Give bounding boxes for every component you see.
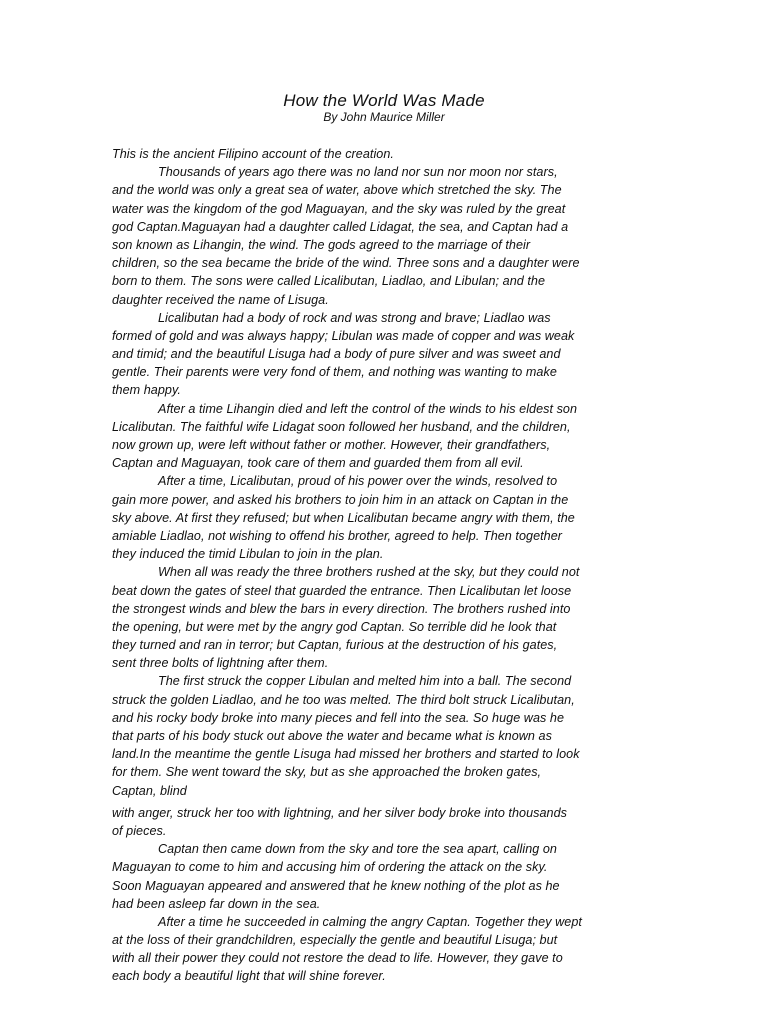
document-title: How the World Was Made <box>283 91 485 110</box>
text-line: for them. She went toward the sky, but as she approached the broken gates, <box>112 765 542 780</box>
text-line: beat down the gates of steel that guarded the entrance. Then Licalibutan let loose <box>112 583 572 598</box>
text-line: now grown up, were left without father or mother. However, their grandfathers, <box>112 438 551 452</box>
text-line: each body a beautiful light that will shine forever. <box>112 969 386 984</box>
text-line: and the world was only a great sea of water, above which stretched the sky. The <box>112 183 562 198</box>
text-line: they turned and ran in terror; but Captan, furious at the destruction of his gates, <box>112 638 558 653</box>
text-line: daughter received the name of Lisuga. <box>112 292 329 307</box>
document-body <box>112 145 642 986</box>
text-line: son known as Lihangin, the wind. The gods agreed to the marriage of their <box>112 237 531 252</box>
text-line: gentle. Their parents were very fond of them, and nothing was wanting to make <box>112 365 557 380</box>
text-line: and his rocky body broke into many pieces and fell into the sea. So huge was he <box>112 710 564 725</box>
text-line: the opening, but were met by the angry god Captan. So terrible did he look that <box>112 619 557 634</box>
text-line: god Captan.Maguayan had a daughter called Lidagat, the sea, and Captan had a <box>112 219 569 234</box>
text-line: gain more power, and asked his brothers to join him in an attack on Captan in the <box>112 492 569 507</box>
text-line: at the loss of their grandchildren, especially the gentle and beautiful Lisuga; but <box>112 933 558 948</box>
text-line: water was the kingdom of the god Maguayan, and the sky was ruled by the great <box>112 201 566 216</box>
text-line: Soon Maguayan appeared and answered that he knew nothing of the plot as he <box>112 878 560 893</box>
text-line: Licalibutan had a body of rock and was strong and brave; Liadlao was <box>158 310 551 325</box>
text-line: After a time he succeeded in calming the angry Captan. Together they wept <box>158 914 582 929</box>
text-line: After a time, Licalibutan, proud of his power over the winds, resolved to <box>158 474 558 489</box>
text-line: with all their power they could not restore the dead to life. However, they gave to <box>112 951 563 966</box>
text-line: children, so the sea became the bride of the wind. Three sons and a daughter were <box>112 256 580 271</box>
text-line: sent three bolts of lightning after them. <box>112 656 329 671</box>
text-line: After a time Lihangin died and left the control of the winds to his eldest son <box>158 401 578 416</box>
text-line: the strongest winds and blew the bars in every direction. The brothers rushed into <box>112 601 571 616</box>
text-line: formed of gold and was always happy; Libulan was made of copper and was weak <box>112 328 575 343</box>
text-line: they induced the timid Libulan to join in the plan. <box>112 547 384 562</box>
text-line: land.In the meantime the gentle Lisuga had missed her brothers and started to look <box>112 747 580 762</box>
text-line: Thousands of years ago there was no land nor sun nor moon nor stars, <box>158 165 558 180</box>
text-line: Captan then came down from the sky and tore the sea apart, calling on <box>158 842 557 857</box>
text-line: When all was ready the three brothers rushed at the sky, but they could not <box>158 565 580 580</box>
text-line: sky above. At first they refused; but when Licalibutan became angry with them, the <box>112 510 575 525</box>
document-author: By John Maurice Miller <box>323 110 445 124</box>
text-line: had been asleep far down in the sea. <box>112 896 321 911</box>
text-line: that parts of his body stuck out above the water and became what is known as <box>112 729 552 743</box>
text-line: them happy. <box>112 383 181 398</box>
text-line: Captan and Maguayan, took care of them and guarded them from all evil. <box>112 456 524 471</box>
text-line: amiable Liadlao, not wishing to offend his brother, agreed to help. Then together <box>112 528 563 543</box>
text-line: and timid; and the beautiful Lisuga had a body of pure silver and was sweet and <box>112 347 561 362</box>
text-line: Licalibutan. The faithful wife Lidagat soon followed her husband, and the children, <box>112 419 571 434</box>
text-line: This is the ancient Filipino account of the creation. <box>112 147 394 161</box>
text-line: of pieces. <box>112 823 167 838</box>
text-line: The first struck the copper Libulan and melted him into a ball. The second <box>158 674 572 689</box>
text-line: with anger, struck her too with lightning, and her silver body broke into thousands <box>112 805 567 820</box>
text-line: struck the golden Liadlao, and he too was melted. The third bolt struck Licalibutan, <box>112 692 575 707</box>
text-line: born to them. The sons were called Licalibutan, Liadlao, and Libulan; and the <box>112 274 546 289</box>
text-line: Captan, blind <box>112 783 187 798</box>
text-line: Maguayan to come to him and accusing him of ordering the attack on the sky. <box>112 860 548 875</box>
